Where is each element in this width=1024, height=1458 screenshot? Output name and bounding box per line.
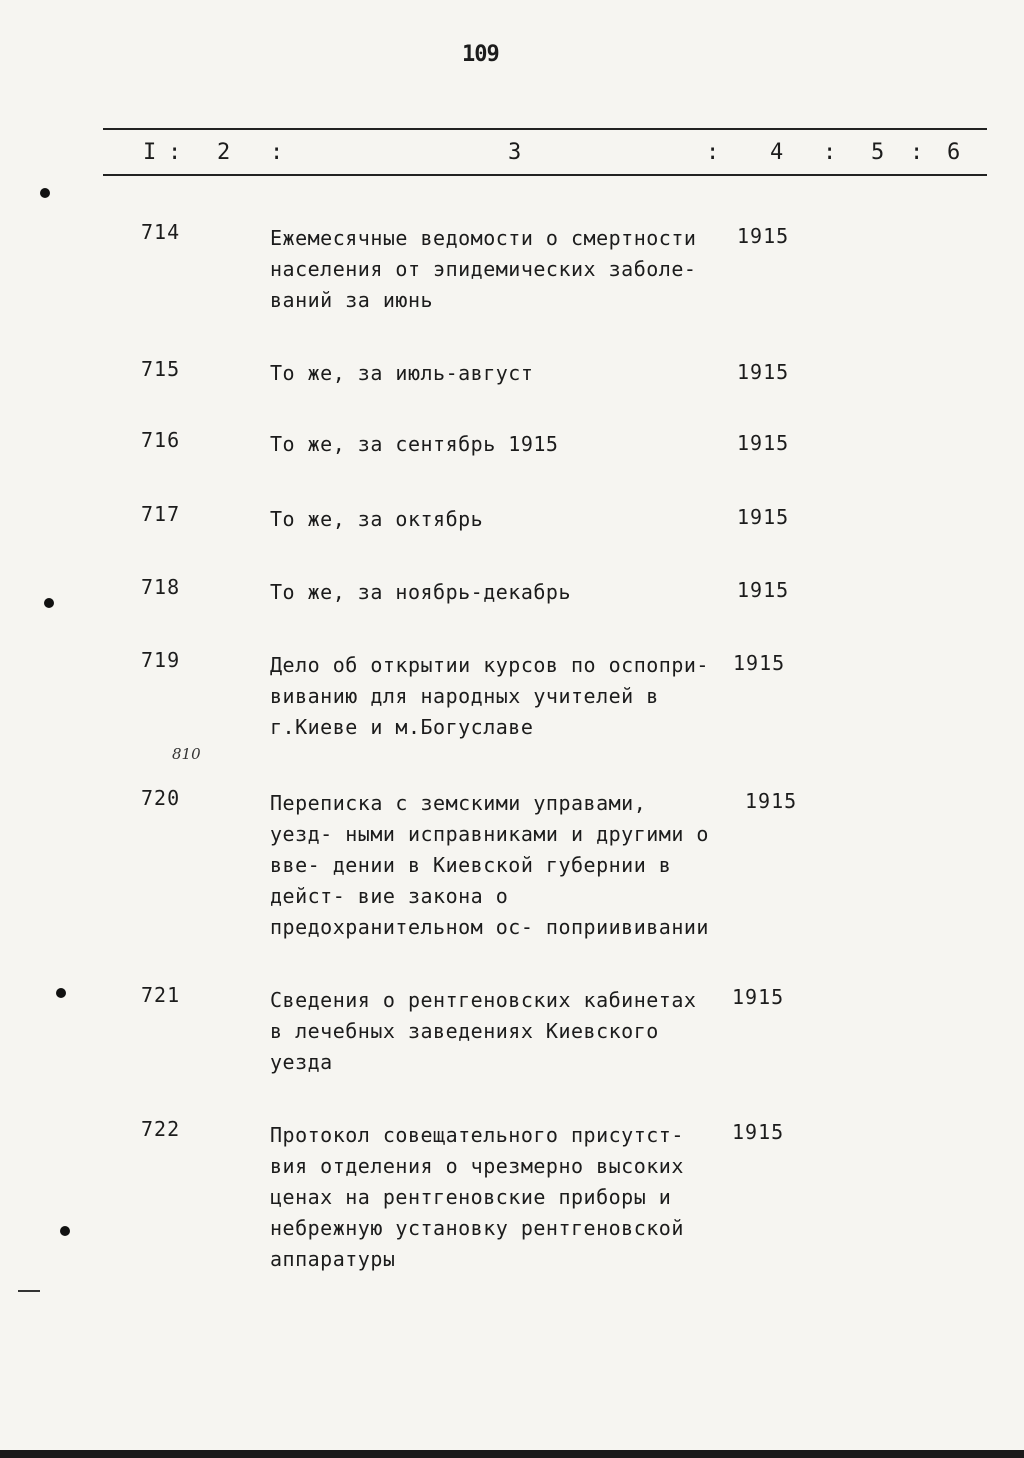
header-separator: : — [270, 140, 284, 165]
header-col-5: 5 — [871, 140, 885, 165]
table-header-rule — [103, 174, 987, 176]
record-year: 1915 — [737, 431, 790, 455]
record-title: То же, за ноябрь-декабрь — [270, 580, 571, 604]
record-title: То же, за октябрь — [270, 507, 484, 531]
record-number: 716 — [141, 428, 181, 452]
header-col-1: I — [143, 140, 157, 165]
margin-mark — [18, 1290, 40, 1292]
record-title: Протокол совещательного присутст- вия отделения о чрезмерно высоких ценах на рентгеновские приборы и небрежную установку рентгеновской аппаратуры — [270, 1123, 684, 1271]
record-title: Ежемесячные ведомости о смертности населения от эпидемических заболе- ваний за июнь — [270, 226, 697, 312]
record-number: 721 — [141, 983, 181, 1007]
record-year: 1915 — [732, 1120, 785, 1144]
record-year: 1915 — [737, 505, 790, 529]
binder-hole — [60, 1226, 70, 1236]
record-number: 719 — [141, 648, 181, 672]
header-col-6: 6 — [947, 140, 961, 165]
header-col-3: 3 — [508, 140, 522, 165]
record-number: 717 — [141, 502, 181, 526]
header-separator: : — [168, 140, 182, 165]
record-year: 1915 — [732, 985, 785, 1009]
header-separator: : — [823, 140, 837, 165]
record-year: 1915 — [737, 224, 790, 248]
header-col-2: 2 — [217, 140, 231, 165]
scan-edge — [0, 1450, 1024, 1458]
record-number: 722 — [141, 1117, 181, 1141]
table-top-rule — [103, 128, 987, 130]
record-year: 1915 — [737, 578, 790, 602]
header-separator: : — [910, 140, 924, 165]
record-title: То же, за сентябрь 1915 — [270, 432, 559, 456]
record-title: Дело об открытии курсов по оспопри- виванию для народных учителей в г.Киеве и м.Богуславе — [270, 653, 709, 739]
record-number: 718 — [141, 575, 181, 599]
record-number: 720 — [141, 786, 181, 810]
record-title: Сведения о рентгеновских кабинетах в лечебных заведениях Киевского уезда — [270, 988, 697, 1074]
header-col-4: 4 — [770, 140, 784, 165]
page-number: 109 — [462, 42, 499, 67]
record-year: 1915 — [745, 789, 798, 813]
record-number: 714 — [141, 220, 181, 244]
header-separator: : — [706, 140, 720, 165]
binder-hole — [44, 598, 54, 608]
record-title: То же, за июль-август — [270, 361, 534, 385]
record-year: 1915 — [737, 360, 790, 384]
handwritten-note: 810 — [172, 745, 201, 763]
record-year: 1915 — [733, 651, 786, 675]
record-title: Переписка с земскими управами, уезд- ными исправниками и другими о вве- дении в Киевской губернии в дейст- вие закона о предохранительном ос- поприививании — [270, 791, 709, 939]
binder-hole — [56, 988, 66, 998]
record-number: 715 — [141, 357, 181, 381]
binder-hole — [40, 188, 50, 198]
